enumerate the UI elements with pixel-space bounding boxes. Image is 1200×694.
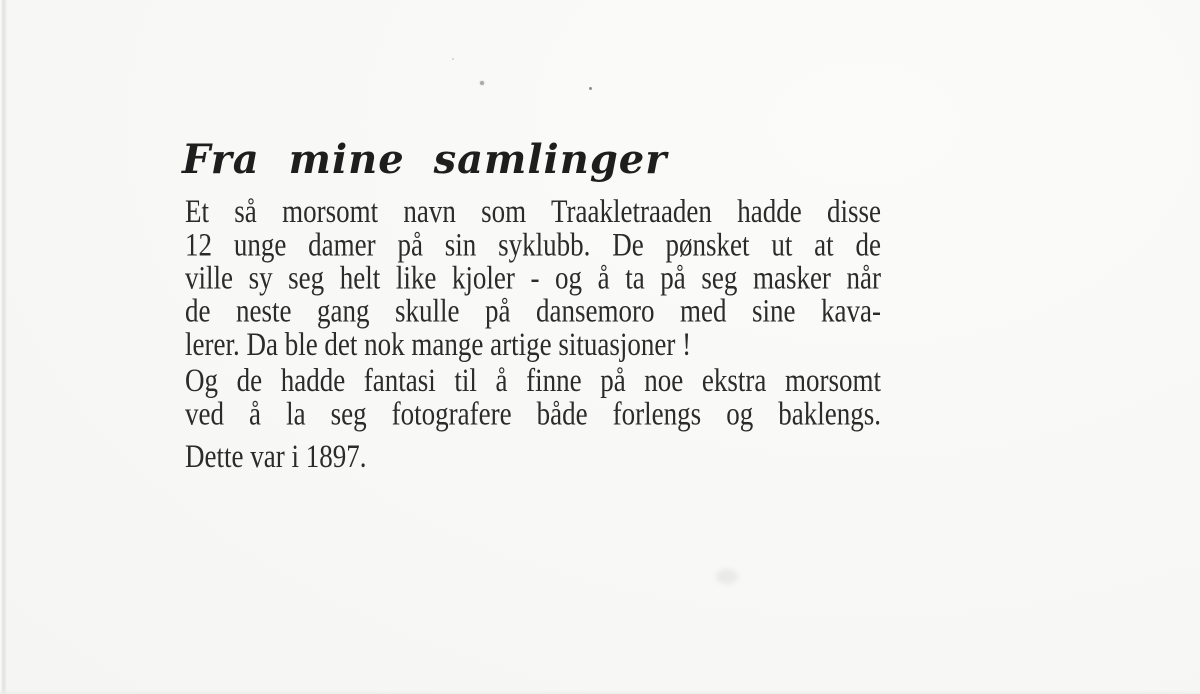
scan-speck <box>452 58 454 60</box>
text-line: Og de hadde fantasi til å finne på noe ekstra morsomt <box>185 361 881 399</box>
text-line: ville sy seg helt like kjoler - og å ta på seg masker når <box>185 259 881 297</box>
paragraph-1 <box>185 192 881 363</box>
paragraph-3 <box>185 437 881 475</box>
card-left-edge-shadow <box>0 0 7 694</box>
card-heading: Fra mine samlinger <box>182 136 668 183</box>
text-line: 12 unge damer på sin syklubb. De pønsket ut at de <box>185 225 881 263</box>
scan-smudge <box>716 569 738 584</box>
scan-speck <box>480 81 484 85</box>
text-line: ved å la seg fotografere både forlengs og baklengs. <box>185 394 881 432</box>
scan-speck <box>589 87 592 90</box>
text-line: de neste gang skulle på dansemoro med sine kava- <box>185 292 881 330</box>
text-line: Et så morsomt navn som Traakletraaden hadde disse <box>185 192 881 230</box>
card-bottom-edge-shadow <box>0 690 1200 694</box>
text-line: Dette var i 1897. <box>185 437 367 475</box>
text-line: lerer. Da ble det nok mange artige situasjoner ! <box>185 325 692 363</box>
paragraph-2 <box>185 361 881 432</box>
